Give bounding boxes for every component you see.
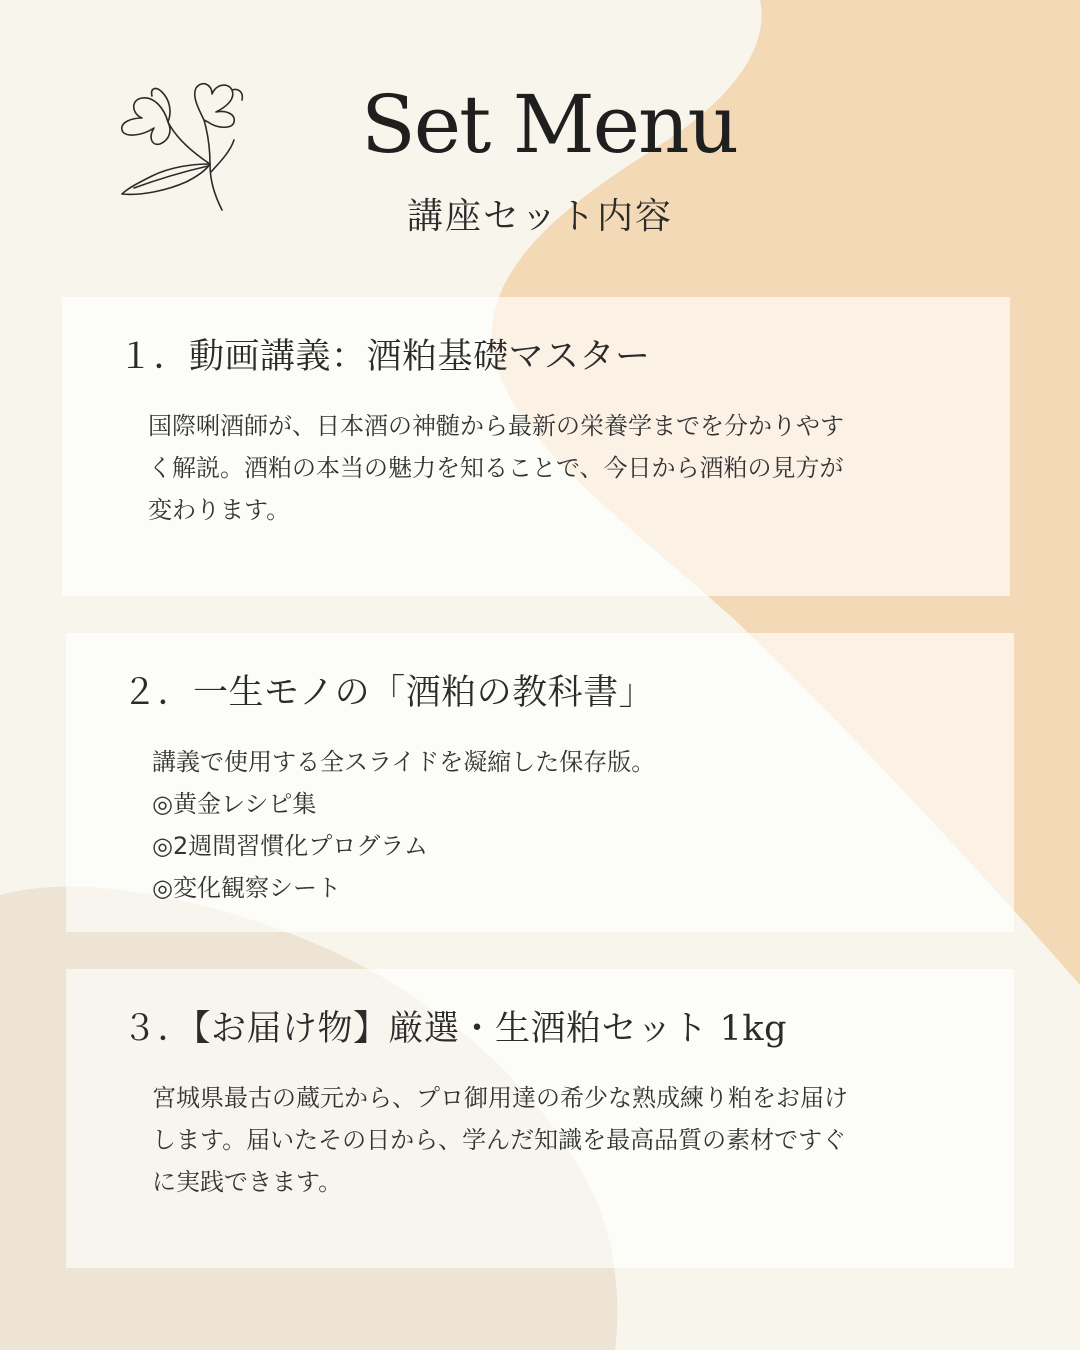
set-item-card-2 <box>66 633 1014 932</box>
set-item-description <box>148 405 938 531</box>
page-title: Set Menu <box>360 78 738 171</box>
description-line: ◎2週間習慣化プログラム <box>152 832 428 860</box>
description-line: します。届いたその日から、学んだ知識を最高品質の素材ですぐ <box>152 1126 847 1154</box>
set-item-description <box>152 1077 942 1203</box>
set-item-heading: ３．【お届け物】厳選・生酒粕セット 1kg <box>122 1009 788 1049</box>
description-line: に実践できます。 <box>152 1168 343 1196</box>
description-line: く解説。酒粕の本当の魅力を知ることで、今日から酒粕の見方が <box>148 454 844 482</box>
set-item-card-3 <box>66 969 1014 1268</box>
set-item-description <box>152 741 942 909</box>
set-item-heading: ２．一生モノの「酒粕の教科書」 <box>122 673 655 713</box>
description-line: ◎変化観察シート <box>152 874 341 902</box>
set-item-heading: １．動画講義：酒粕基礎マスター <box>118 337 651 377</box>
set-item-card-1 <box>62 297 1010 596</box>
description-line: 変わります。 <box>148 496 291 524</box>
description-line: 国際唎酒師が、日本酒の神髄から最新の栄養学までを分かりやす <box>148 412 844 440</box>
description-line: 宮城県最古の蔵元から、プロ御用達の希少な熟成練り粕をお届け <box>152 1084 848 1112</box>
description-line: 講義で使用する全スライドを凝縮した保存版。 <box>152 748 656 776</box>
description-line: ◎黄金レシピ集 <box>152 790 317 818</box>
page-subtitle: 講座セット内容 <box>406 196 673 237</box>
